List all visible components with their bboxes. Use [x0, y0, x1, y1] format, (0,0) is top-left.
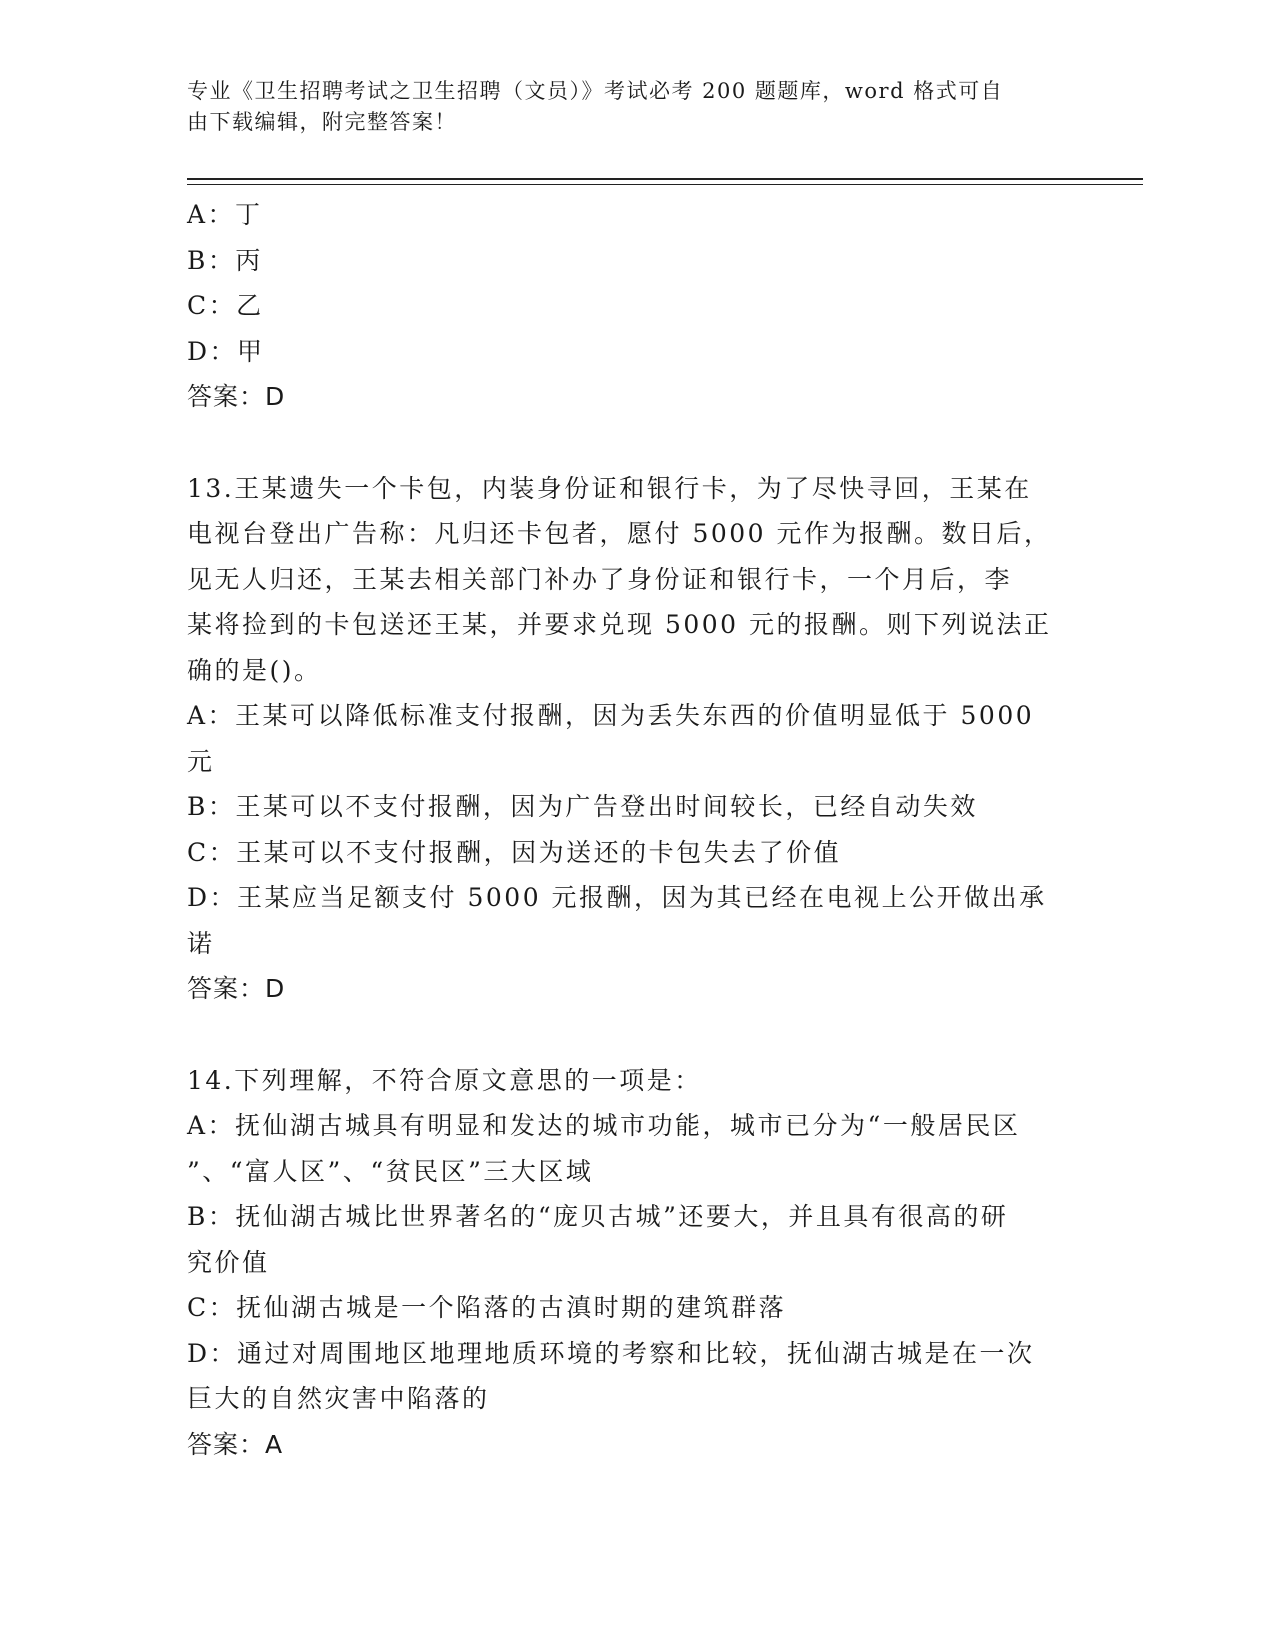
header-line: 由下载编辑，附完整答案！: [187, 110, 457, 134]
answer-line: 答案：D: [187, 382, 286, 411]
option-c: C：抚仙湖古城是一个陷落的古滇时期的建筑群落: [187, 1293, 787, 1322]
question-content: [187, 192, 1067, 1467]
option-b: B：丙: [187, 245, 263, 275]
header-rule: [187, 178, 1143, 180]
option-a-continued: ”、“富人区”、“贫民区”三大区域: [187, 1156, 594, 1186]
option-d: D：甲: [187, 336, 265, 366]
answer-line: 答案：A: [187, 1429, 284, 1459]
option-b: B：王某可以不支付报酬，因为广告登出时间较长，已经自动失效: [187, 792, 978, 821]
question-stem-line: 见无人归还，王某去相关部门补办了身份证和银行卡，一个月后，李: [187, 564, 1013, 594]
spacer: [187, 1012, 1067, 1058]
option-d: D：王某应当足额支付 5000 元报酬，因为其已经在电视上公开做出承: [187, 883, 1047, 912]
option-a-continued: 元: [187, 746, 215, 776]
option-d: D：通过对周围地区地理地质环境的考察和比较，抚仙湖古城是在一次: [187, 1338, 1035, 1368]
option-a: A：抚仙湖古城具有明显和发达的城市功能，城市已分为“一般居民区: [187, 1111, 1021, 1140]
option-d-continued: 巨大的自然灾害中陷落的: [187, 1384, 490, 1413]
option-b: B：抚仙湖古城比世界著名的“庞贝古城”还要大，并且具有很高的研: [187, 1202, 1009, 1231]
header-rule-thin: [187, 184, 1143, 185]
option-b-continued: 究价值: [187, 1247, 270, 1277]
option-a: A：丁: [187, 200, 263, 229]
question-13: [187, 466, 1067, 1012]
question-stem-line: 某将捡到的卡包送还王某，并要求兑现 5000 元的报酬。则下列说法正: [187, 610, 1052, 639]
question-14: [187, 1058, 1067, 1468]
header-line: 专业《卫生招聘考试之卫生招聘（文员）》考试必考 200 题题库，word 格式可自: [187, 79, 1004, 103]
question-stem-line: 电视台登出广告称：凡归还卡包者，愿付 5000 元作为报酬。数日后，: [187, 519, 1052, 548]
option-d-continued: 诺: [187, 928, 215, 958]
option-a: A：王某可以降低标准支付报酬，因为丢失东西的价值明显低于 5000: [187, 701, 1035, 730]
option-c: C：王某可以不支付报酬，因为送还的卡包失去了价值: [187, 837, 842, 867]
spacer: [187, 420, 1067, 466]
question-stem-line: 14.下列理解，不符合原文意思的一项是：: [187, 1065, 702, 1095]
option-c: C：乙: [187, 291, 264, 320]
question-12: [187, 192, 1067, 420]
question-stem-line: 确的是()。: [187, 655, 322, 685]
answer-line: 答案：D: [187, 974, 286, 1003]
question-stem-line: 13.王某遗失一个卡包，内装身份证和银行卡，为了尽快寻回，王某在: [187, 473, 1032, 503]
document-header: [187, 76, 1067, 138]
